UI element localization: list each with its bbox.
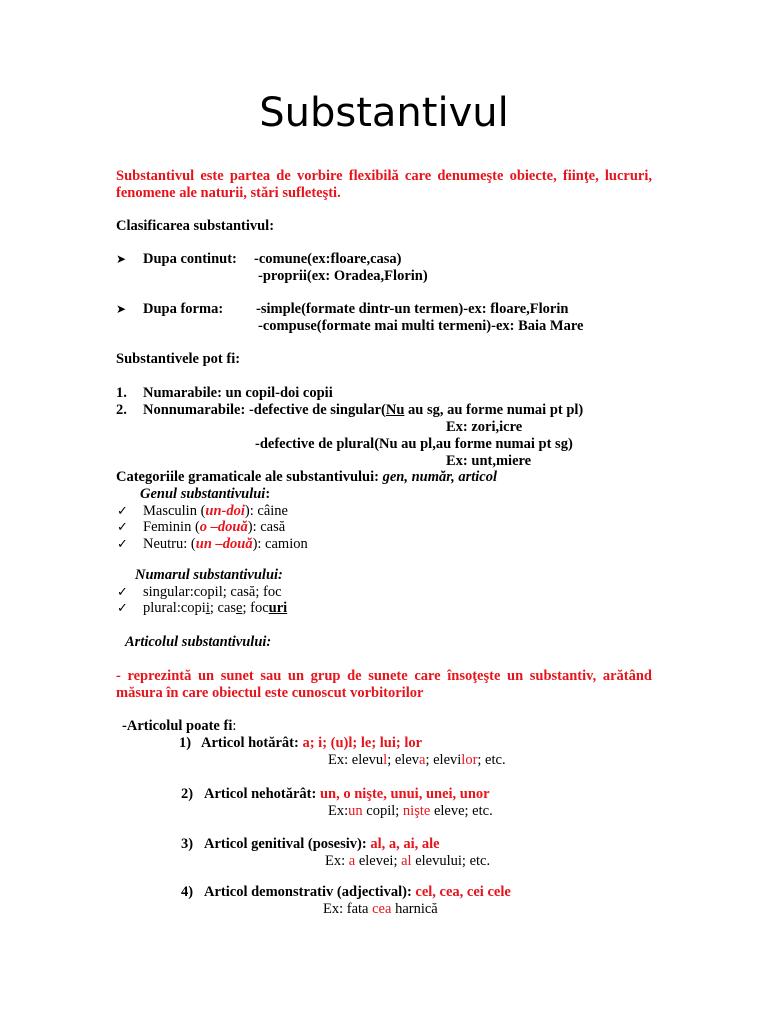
article-type-1-number: 1) xyxy=(179,735,192,751)
checkmark-icon: ✓ xyxy=(117,520,128,535)
gender-neuter: Neutru: (un –două): camion xyxy=(143,536,308,552)
arrowhead-icon: ➤ xyxy=(116,252,127,266)
article-type-4: Articol demonstrativ (adjectival): cel, cea, cei cele xyxy=(204,884,511,900)
gender-masculine: Masculin (un-doi): câine xyxy=(143,503,288,519)
classification-heading: Clasificarea substantivul: xyxy=(116,218,275,234)
item1-text: Numarabile: un copil-doi copii xyxy=(143,385,333,401)
form-line-2: -compuse(formate mai multi termeni)-ex: Baia Mare xyxy=(258,318,584,334)
article-type-2-example: Ex:un copil; nişte eleve; etc. xyxy=(328,803,493,819)
number-plural: plural:copii; case; focuri xyxy=(143,600,288,616)
article-type-2-number: 2) xyxy=(181,786,194,802)
content-line-2: -proprii(ex: Oradea,Florin) xyxy=(258,268,428,284)
gender-feminine: Feminin (o –două): casă xyxy=(143,519,286,535)
content-label: Dupa continut: xyxy=(143,251,237,267)
article-intro: -Articolul poate fi: xyxy=(122,718,237,734)
arrowhead-icon: ➤ xyxy=(116,302,127,316)
checkmark-icon: ✓ xyxy=(117,537,128,552)
page-title: Substantivul xyxy=(259,90,509,136)
article-type-2: Articol nehotărât: un, o nişte, unui, unei, unor xyxy=(204,786,490,802)
checkmark-icon: ✓ xyxy=(117,504,128,519)
article-definition: - reprezintă un sunet sau un grup de sunete care însoţeşte un substantiv, arătând măsura în care obiectul este cunoscut vorbitorilor xyxy=(116,668,652,701)
article-type-1-example: Ex: elevul; eleva; elevilor; etc. xyxy=(328,752,506,768)
article-type-3-example: Ex: a elevei; al elevului; etc. xyxy=(325,853,491,869)
item2-text-2: -defective de plural(Nu au pl,au forme numai pt sg) xyxy=(255,436,573,452)
form-line-1: -simple(formate dintr-un termen)-ex: floare,Florin xyxy=(256,301,569,317)
categories-line: Categoriile gramaticale ale substantivului: gen, număr, articol xyxy=(116,469,498,485)
checkmark-icon: ✓ xyxy=(117,585,128,600)
item2-text: Nonnumarabile: -defective de singular(Nu au sg, au forme numai pt pl) xyxy=(143,402,584,418)
gender-heading: Genul substantivului: xyxy=(140,486,271,502)
number-singular: singular:copil; casă; foc xyxy=(143,584,282,600)
item2-example-2: Ex: unt,miere xyxy=(446,453,532,469)
item2-number: 2. xyxy=(116,402,127,418)
form-label: Dupa forma: xyxy=(143,301,224,317)
types-heading: Substantivele pot fi: xyxy=(116,351,241,367)
content-line-1: -comune(ex:floare,casa) xyxy=(254,251,402,267)
article-type-1: Articol hotărât: a; i; (u)l; le; lui; lor xyxy=(201,735,423,751)
article-type-3-number: 3) xyxy=(181,836,194,852)
article-type-3: Articol genitival (posesiv): al, a, ai, ale xyxy=(204,836,440,852)
checkmark-icon: ✓ xyxy=(117,601,128,616)
article-type-4-example: Ex: fata cea harnică xyxy=(323,901,438,917)
item1-number: 1. xyxy=(116,385,127,401)
article-type-4-number: 4) xyxy=(181,884,194,900)
number-heading: Numarul substantivului: xyxy=(135,567,283,583)
article-heading: Articolul substantivului: xyxy=(125,634,272,650)
item2-example-1: Ex: zori,icre xyxy=(446,419,523,435)
definition-paragraph: Substantivul este partea de vorbire flexibilă care denumeşte obiecte, fiinţe, lucruri, fenomene ale naturii, stări sufleteşti. xyxy=(116,168,652,201)
